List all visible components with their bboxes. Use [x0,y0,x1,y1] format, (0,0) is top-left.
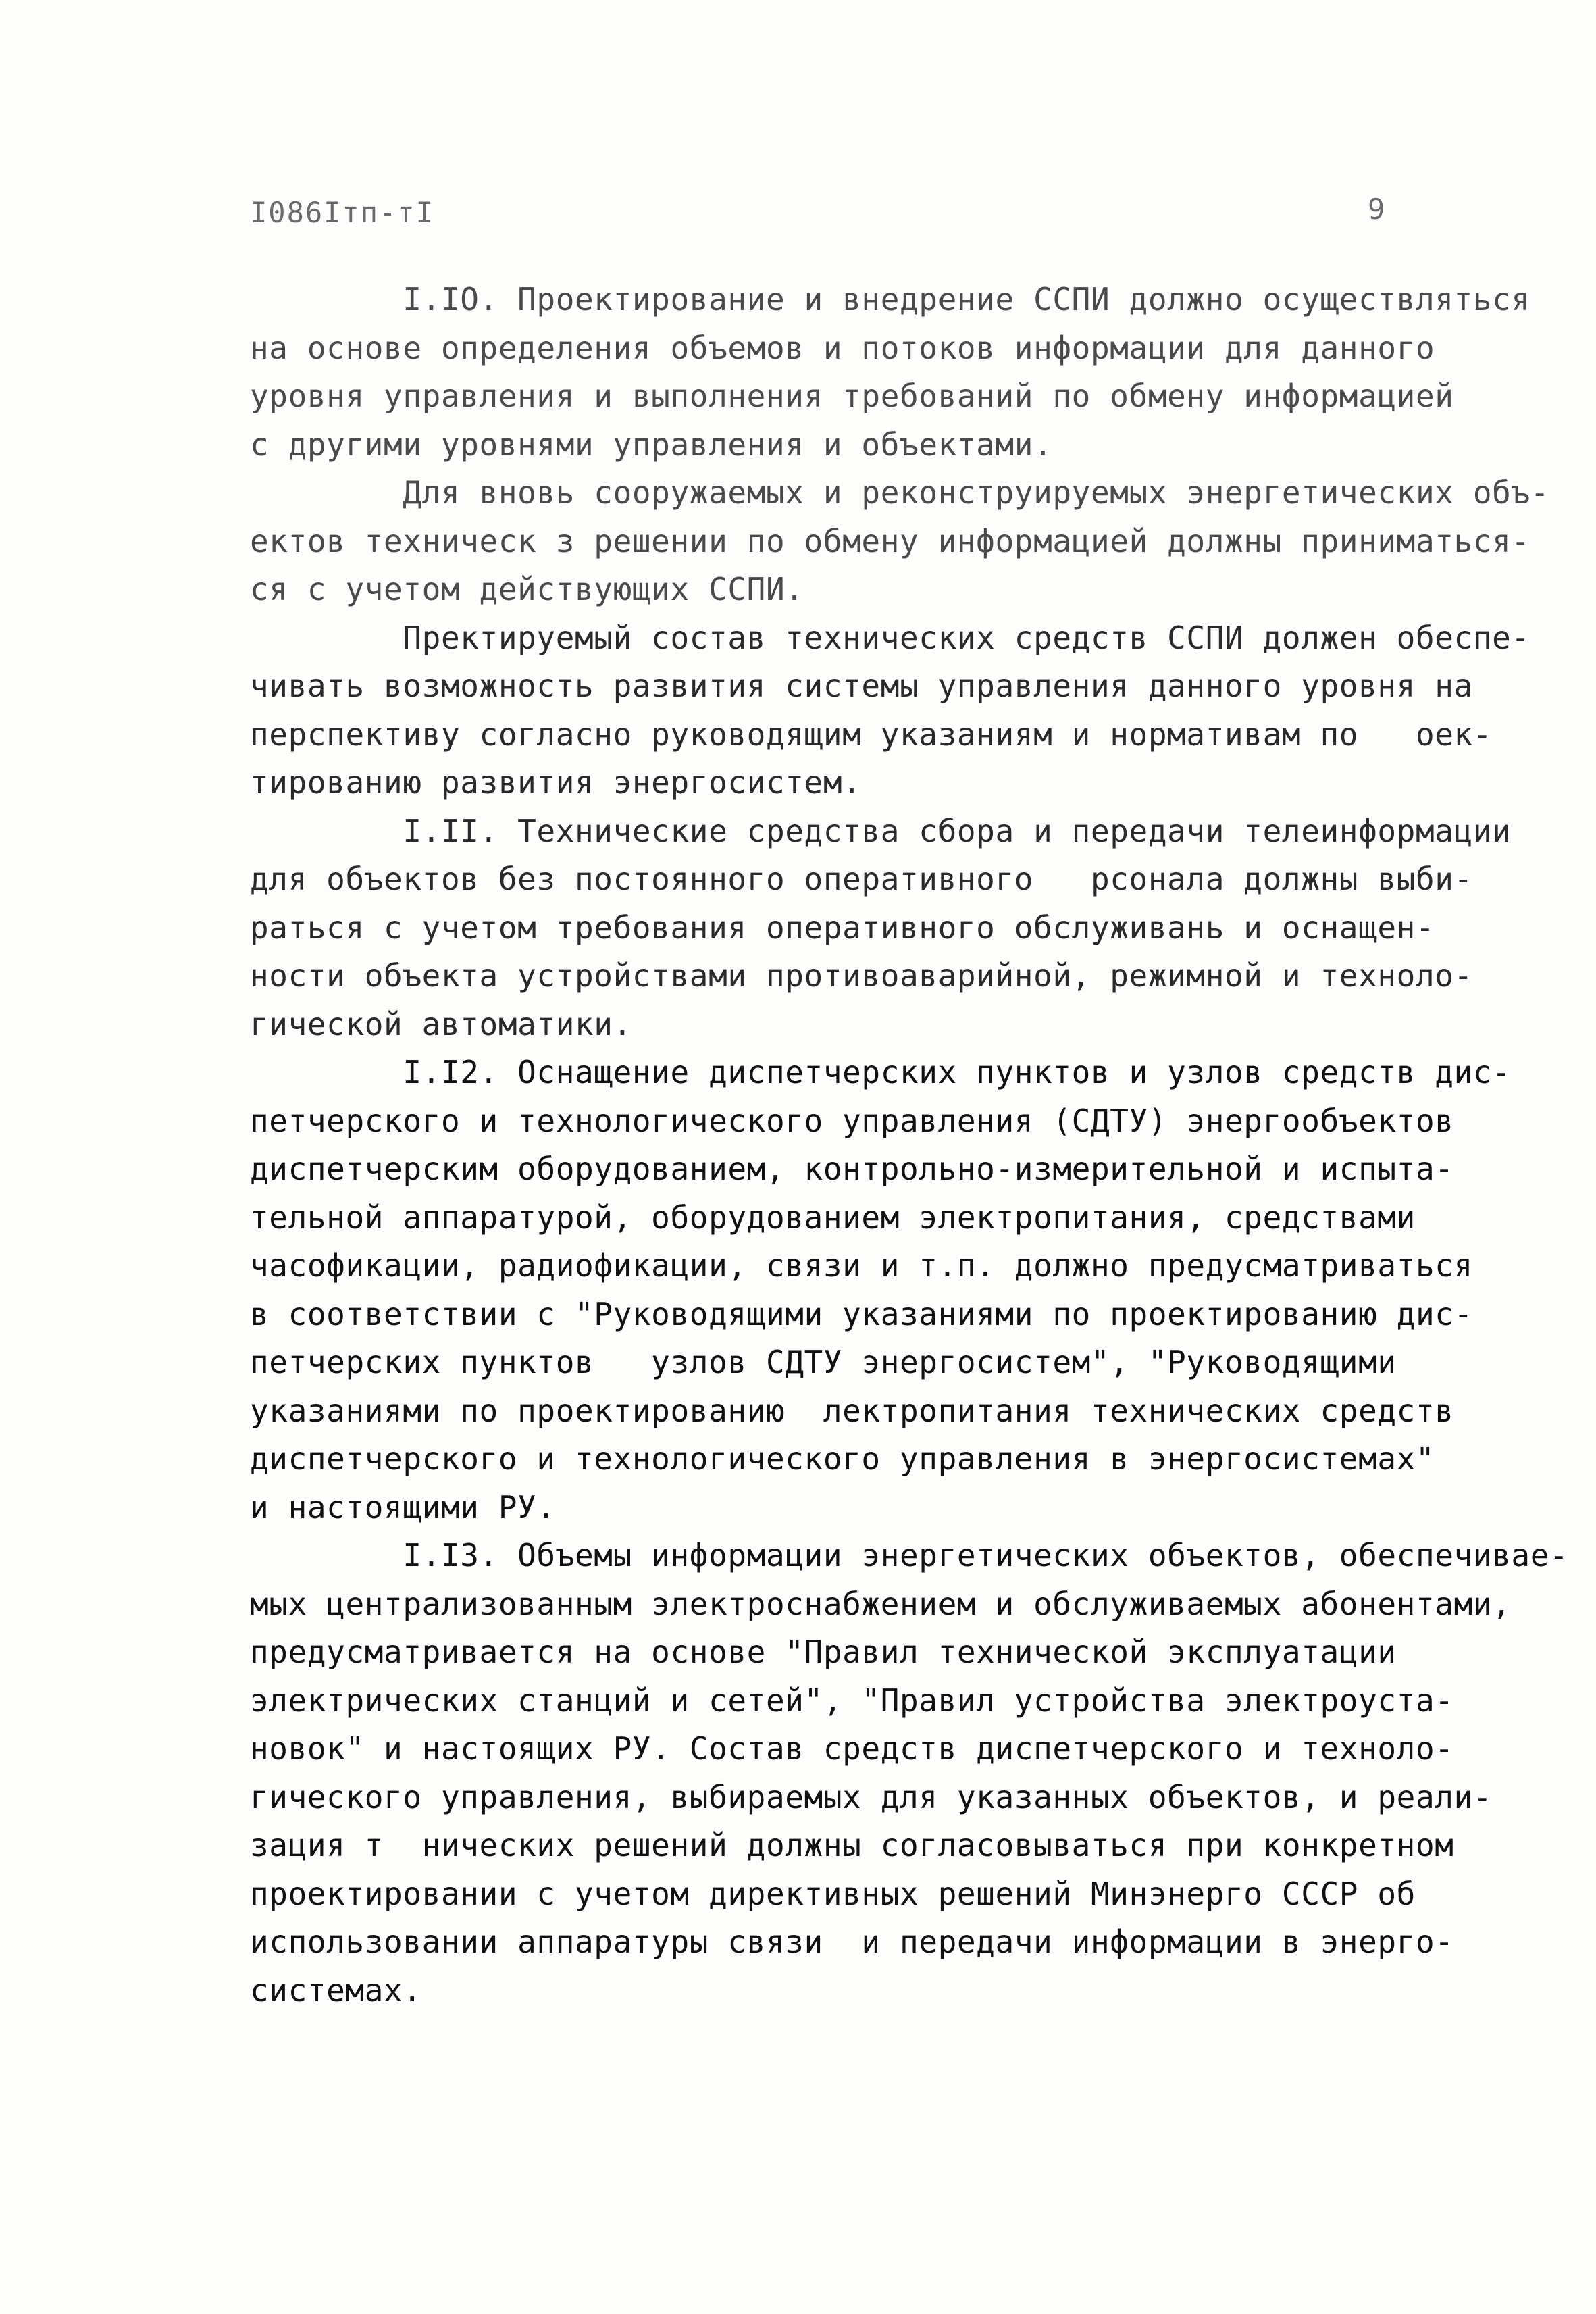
text-line: петчерских пунктов узлов СДТУ энергосистем", "Руководящими [250,1344,1397,1380]
text-line: проектировании с учетом директивных решений Минэнерго СССР об [250,1875,1416,1912]
text-line: I.II. Технические средства сбора и передачи телеинформации [250,812,1512,849]
text-line: использовании аппаратуры связи и передачи информации в энерго- [250,1923,1454,1960]
text-line: для объектов без постоянного оперативного рсонала должны выби- [250,861,1473,897]
text-line: перспективу согласно руководящим указаниям и нормативам по оек- [250,715,1493,753]
text-line: указаниями по проектированию лектропитания технических средств [250,1392,1454,1429]
text-line: новок" и настоящих РУ. Состав средств диспетчерского и техноло- [250,1730,1454,1767]
text-line: раться с учетом требования оперативного обслуживань и оснащен- [250,909,1435,946]
text-line: гического управления, выбираемых для указанных объектов, и реали- [250,1778,1493,1815]
text-line: мых централизованным электроснабжением и обслуживаемых абонентами, [250,1585,1512,1622]
text-line: тированию развития энергосистем. [250,764,862,801]
page-number: 9 [1368,193,1385,226]
text-line: I.I3. Объемы информации энергетических объектов, обеспечивае- [250,1537,1569,1574]
text-line: Для вновь сооружаемых и реконструируемых энергетических объ- [250,474,1550,511]
text-line: Пректируемый состав технических средств ССПИ должен обеспе- [250,619,1530,656]
text-line: чивать возможность развития системы управления данного уровня на [250,668,1473,704]
text-line: электрических станций и сетей", "Правил устройства электроуста- [250,1682,1454,1719]
text-line: I.IO. Проектирование и внедрение ССПИ должно осуществляться [250,281,1530,318]
text-line: ектов техническ з решении по обмену информацией должны приниматься- [250,522,1530,559]
text-line: системах. [250,1971,422,2009]
text-line: петчерского и технологического управления (СДТУ) энергообъектов [250,1102,1454,1139]
text-line: уровня управления и выполнения требований по обмену информацией [250,378,1454,414]
text-line: на основе определения объемов и потоков информации для данного [250,329,1435,366]
text-line: диспетчерского и технологического управления в энергосистемах" [250,1440,1435,1477]
text-line: гической автоматики. [250,1005,632,1042]
text-line: в соответствии с "Руководящими указаниями по проектированию дис- [250,1295,1473,1332]
text-line: ности объекта устройствами противоаварийной, режимной и техноло- [250,957,1473,994]
text-line: часофикации, радиофикации, связи и т.п. должно предусматриваться [250,1247,1473,1284]
document-body [250,276,1569,2015]
text-line: предусматривается на основе "Правил технической эксплуатации [250,1634,1397,1670]
document-code: I086Iтп-тI [250,196,434,229]
text-line: ся с учетом действующих ССПИ. [250,571,804,607]
text-line: I.I2. Оснащение диспетчерских пунктов и узлов средств дис- [250,1054,1512,1090]
text-line: с другими уровнями управления и объектами. [250,426,1053,463]
text-line: диспетчерским оборудованием, контрольно-измерительной и испыта- [250,1151,1454,1187]
text-line: зация т нических решений должны согласовываться при конкретном [250,1827,1454,1863]
text-line: и настоящими РУ. [250,1488,556,1526]
text-line: тельной аппаратурой, оборудованием электропитания, средствами [250,1199,1416,1236]
